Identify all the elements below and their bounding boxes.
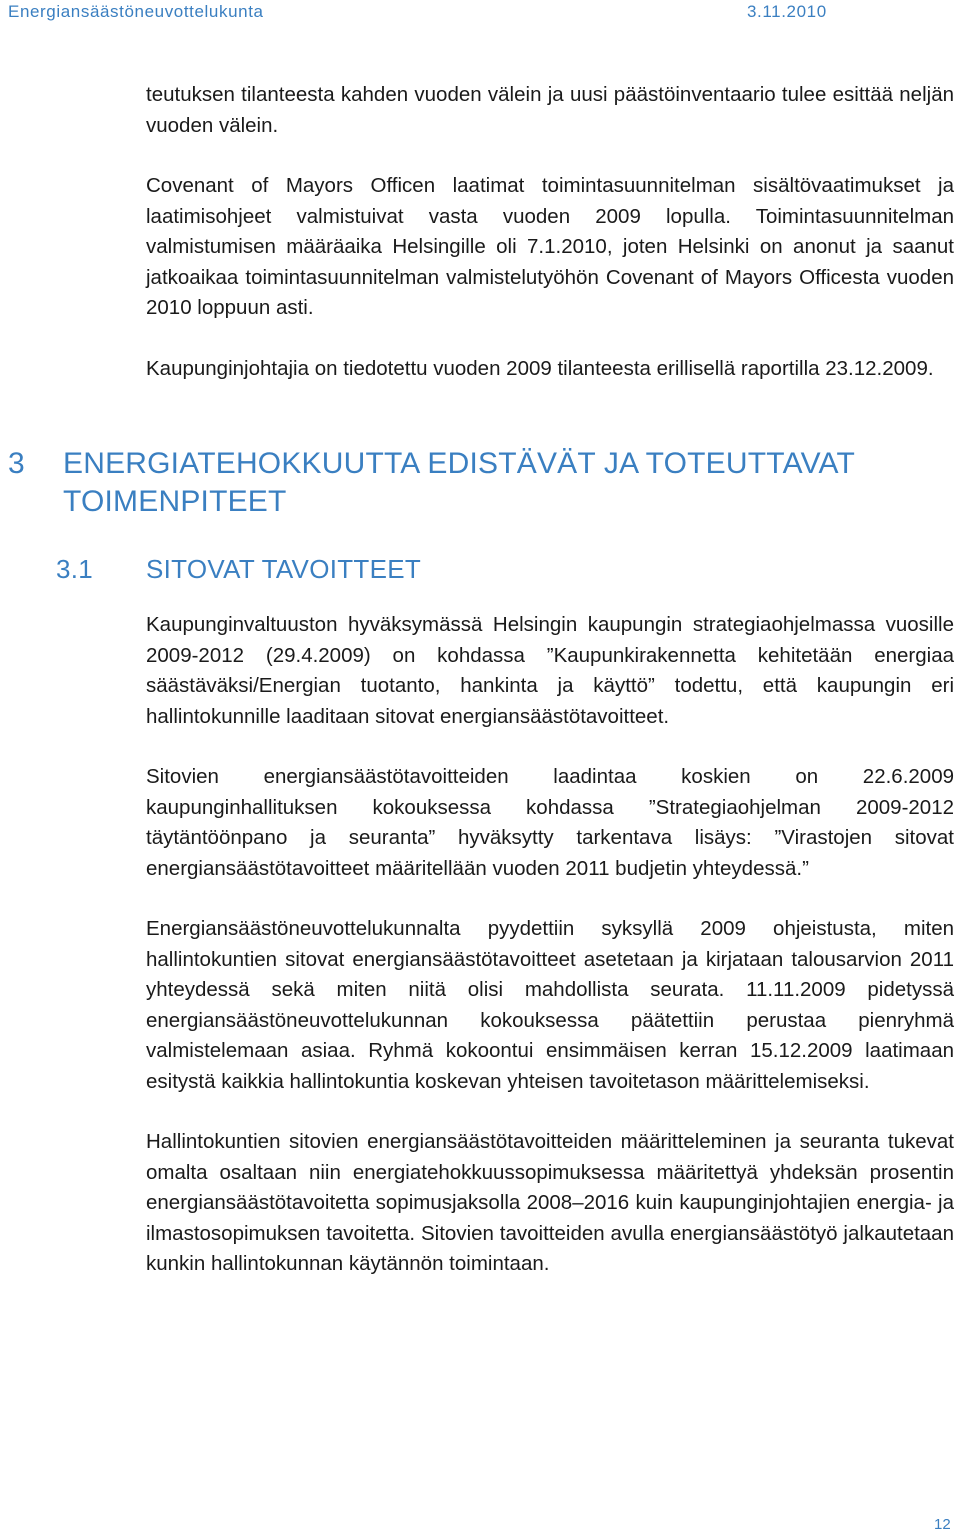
page-header — [0, 0, 960, 26]
paragraph: Kaupunginvaltuuston hyväksymässä Helsingin kaupungin strategiaohjelmassa vuosille 2009-2012 (29.4.2009) on kohdassa ”Kaupunkirakennetta kehitetään energiaa säästäväksi/Energian tuotanto, hankinta ja käyttö” todettu, että kaupungin eri hallintokunnille laaditaan sitovat energiansäästötavoitteet. — [146, 613, 954, 728]
paragraph: Sitovien energiansäästötavoitteiden laadintaa koskien on 22.6.2009 kaupunginhallituksen kokouksessa kohdassa ”Strategiaohjelman 2009-2012 täytäntöönpano ja seuranta” hyväksytty tarkentava lisäys: ”Virastojen sitovat energiansäästötavoitteet määritellään vuoden 2011 budjetin yhteydessä.” — [146, 765, 954, 880]
subsection-number: 3.1 — [56, 554, 94, 584]
document-title: Energiansäästöneuvottelukunta — [8, 2, 264, 21]
paragraph: Energiansäästöneuvottelukunnalta pyydettiin syksyllä 2009 ohjeistusta, miten hallintokuntien sitovat energiansäästötavoitteet asetetaan ja kirjataan talousarvion 2011 yhteydessä sekä miten niitä olisi mahdollista seurata. 11.11.2009 pidetyssä energiansäästöneuvottelukunnan kokouksessa päätettiin perustaa pienryhmä valmistelemaan asiaa. Ryhmä kokoontui ensimmäisen kerran 15.12.2009 laatimaan esitystä kaikkia hallintokuntia koskevan yhteisen tavoitetason määrittelemiseksi. — [146, 917, 954, 1093]
paragraph: Kaupunginjohtajia on tiedotettu vuoden 2009 tilanteesta erillisellä raportilla 23.12.2009. — [146, 356, 934, 380]
paragraph: teutuksen tilanteesta kahden vuoden välein ja uusi päästöinventaario tulee esittää neljän vuoden välein. — [146, 83, 954, 137]
document-date: 3.11.2010 — [747, 2, 827, 21]
paragraph: Covenant of Mayors Officen laatimat toimintasuunnitelman sisältövaatimukset ja laatimisohjeet valmistuivat vasta vuoden 2009 lopulla. Toimintasuunnitelman valmistumisen määräaika Helsingille oli 7.1.2010, joten Helsinki on anonut ja saanut jatkoaikaa toimintasuunnitelman valmistelutyöhön Covenant of Mayors Officesta vuoden 2010 loppuun asti. — [146, 174, 954, 319]
paragraph: Hallintokuntien sitovien energiansäästötavoitteiden määritteleminen ja seuranta tukevat omalta osaltaan niin energiatehokkuussopimuksessa määritettyä yhdeksän prosentin energiansäästötavoitetta sopimusjaksolla 2008–2016 kuin kaupunginjohtajien energia- ja ilmastosopimuksen tavoitetta. Sitovien tavoitteiden avulla energiansäästötyö jalkautetaan kunkin hallintokunnan käytännön toimintaan. — [146, 1130, 954, 1275]
section-title: ENERGIATEHOKKUUTTA EDISTÄVÄT JA TOTEUTTAVAT TOIMENPITEET — [63, 447, 855, 518]
section-number: 3 — [8, 447, 25, 480]
body-text — [146, 610, 954, 1280]
page-number: 12 — [934, 1516, 951, 1533]
subsection-title: SITOVAT TAVOITTEET — [146, 554, 422, 584]
intro-text — [146, 80, 954, 384]
